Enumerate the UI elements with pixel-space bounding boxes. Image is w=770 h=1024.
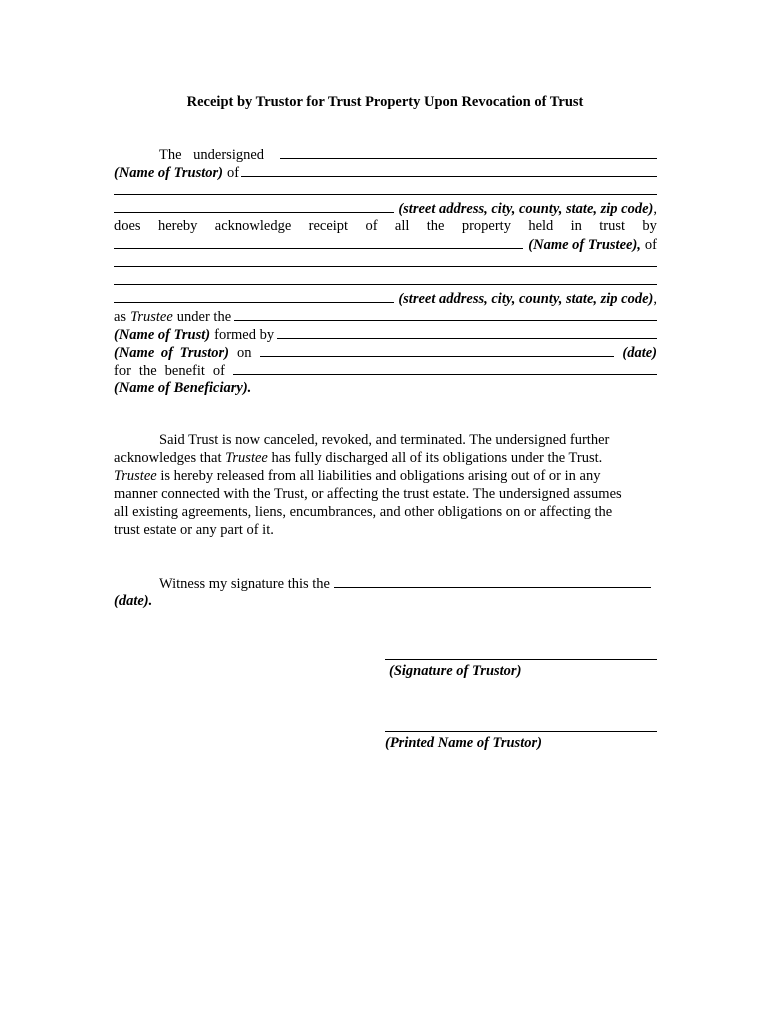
witness-date-line [114,592,657,610]
witness-date-label: (date). [114,593,153,609]
date-label: (date) [622,345,657,361]
witness-date-blank[interactable] [334,574,651,588]
document-title: Receipt by Trustor for Trust Property Upon Revocation of Trust [186,94,584,110]
witness-line [114,574,651,592]
street-address-label: (street address, city, county, state, zip code) [398,201,654,217]
name-of-trustee-label: (Name of Trustee), [528,237,641,253]
trustor-date-line: (Name of Trustor) on (date) [114,345,657,361]
trustee-name-line: (Name of Trustee), of [114,235,657,253]
name-of-trustor-label-2: (Name of Trustor) [114,345,230,361]
acknowledge-line: does hereby acknowledge receipt of all the property held in trust by [114,218,657,234]
trustor-address-line: (street address, city, county, state, zip code) , [114,199,657,217]
name-of-trustor-label: (Name of Trustor) [114,165,224,181]
signature-line[interactable] [385,659,657,660]
trustee-address-blank-2[interactable] [114,271,657,285]
trustee-address-blank-3[interactable] [114,289,394,303]
trustee-address-blank-line-1 [114,253,657,271]
trust-name-blank[interactable] [234,307,657,321]
trust-under-line: as Trustee under the [114,307,657,325]
trustor-address-blank-line [114,181,657,199]
printed-name-label: (Printed Name of Trustor) [385,735,542,751]
beneficiary-line [114,379,657,397]
name-of-beneficiary-label: (Name of Beneficiary). [114,380,252,396]
trustee-address-blank-1[interactable] [114,253,657,267]
trust-date-blank[interactable] [260,343,615,357]
trustor-address-blank-1[interactable] [114,181,657,195]
undersigned-line [114,145,657,163]
of-text: of [227,165,240,181]
trustor-name-line [114,163,657,181]
beneficiary-blank[interactable] [233,361,657,375]
revocation-paragraph: Said Trust is now canceled, revoked, and terminated. The undersigned further acknowledges that Trustee has fully discharged all of its obligations under the Trust. Trustee is hereby released from all liabilities and obligations arising out of or in any manner connected with the Trust, or affecting the trust estate. The undersigned assumes all existing agreements, liens, encumbrances, and other obligations on or affecting the trust estate or any part of it. [114,432,622,538]
undersigned-blank[interactable] [280,145,657,159]
undersigned-text: The undersigned [159,147,265,163]
trustee-address-line: (street address, city, county, state, zip code) , [114,289,657,307]
witness-text: Witness my signature this the [159,576,330,592]
printed-name-line[interactable] [385,731,657,732]
benefit-line: for the benefit of [114,361,657,379]
trustee-name-blank[interactable] [114,235,523,249]
trustor-name-blank[interactable] [241,163,657,177]
signature-label: (Signature of Trustor) [389,663,522,679]
street-address-label-2: (street address, city, county, state, zip code) [398,291,654,307]
formed-by-line: (Name of Trust) formed by [114,325,657,343]
name-of-trust-label: (Name of Trust) [114,327,211,343]
trustee-address-blank-line-2 [114,271,657,289]
trustee-word: Trustee [130,309,173,325]
formed-by-blank[interactable] [277,325,657,339]
trustor-address-blank-2[interactable] [114,199,394,213]
